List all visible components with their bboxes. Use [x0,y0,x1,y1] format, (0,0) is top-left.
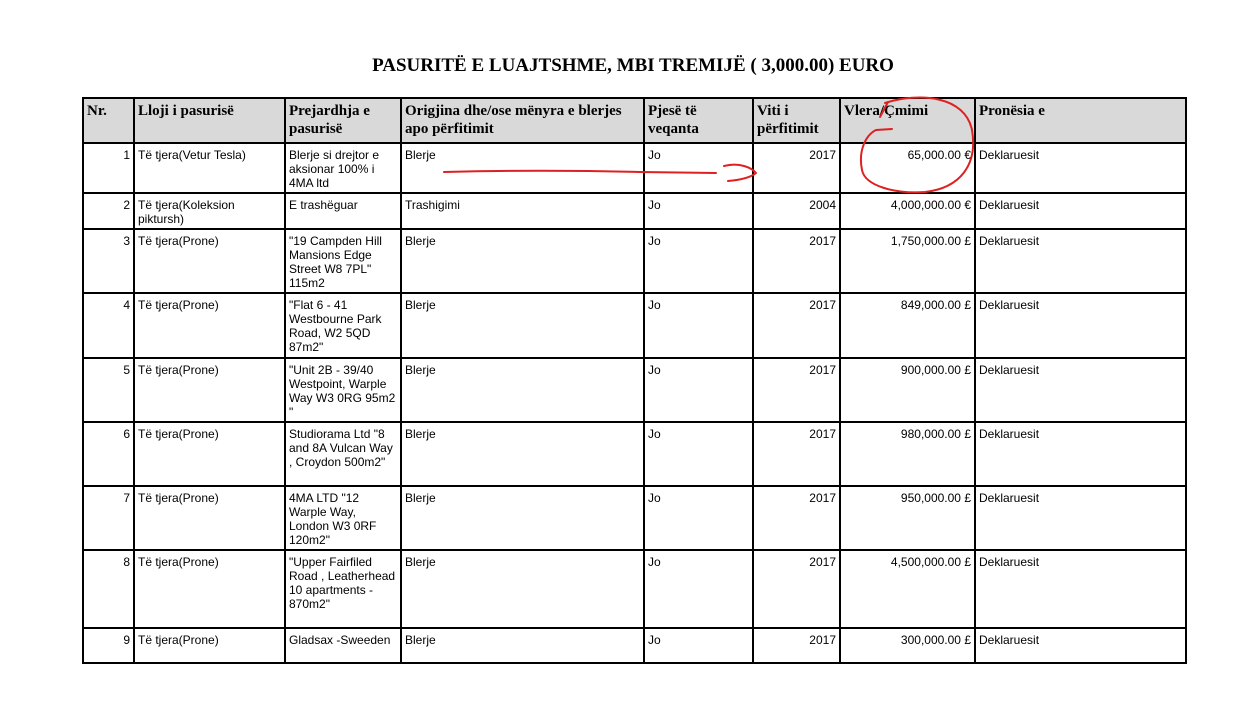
cell-prejardhja: "19 Campden Hill Mansions Edge Street W8 7PL" 115m2 [285,229,401,293]
cell-vlera: 950,000.00 £ [840,486,975,550]
table-row [83,193,1186,229]
cell-pronesia: Deklaruesit [975,293,1186,358]
table-row [83,143,1186,193]
cell-lloji: Të tjera(Prone) [134,229,285,293]
cell-viti: 2017 [753,628,840,663]
cell-lloji: Të tjera(Prone) [134,293,285,358]
cell-origjina: Blerje [401,550,644,628]
cell-pjese: Jo [644,193,753,229]
header-origjina: Origjina dhe/ose mënyra e blerjes apo përfitimit [401,98,644,143]
cell-pjese: Jo [644,422,753,486]
cell-nr: 1 [83,143,134,193]
cell-pronesia: Deklaruesit [975,628,1186,663]
cell-prejardhja: Gladsax -Sweeden [285,628,401,663]
cell-vlera: 4,500,000.00 £ [840,550,975,628]
cell-prejardhja: "Flat 6 - 41 Westbourne Park Road, W2 5QD 87m2" [285,293,401,358]
cell-origjina: Blerje [401,293,644,358]
cell-pjese: Jo [644,229,753,293]
table-row [83,229,1186,293]
cell-nr: 6 [83,422,134,486]
header-pronesia: Pronësia e [975,98,1186,143]
cell-vlera: 900,000.00 £ [840,358,975,422]
cell-viti: 2017 [753,229,840,293]
cell-nr: 5 [83,358,134,422]
header-nr: Nr. [83,98,134,143]
header-viti: Viti i përfitimit [753,98,840,143]
cell-pronesia: Deklaruesit [975,422,1186,486]
page-title: PASURITË E LUAJTSHME, MBI TREMIJË ( 3,000.00) EURO [372,55,894,76]
cell-viti: 2017 [753,486,840,550]
cell-origjina: Blerje [401,486,644,550]
cell-vlera: 4,000,000.00 € [840,193,975,229]
cell-viti: 2017 [753,550,840,628]
header-lloji: Lloji i pasurisë [134,98,285,143]
cell-vlera: 980,000.00 £ [840,422,975,486]
table-row [83,628,1186,663]
table-header-row [83,98,1186,143]
cell-lloji: Të tjera(Vetur Tesla) [134,143,285,193]
cell-prejardhja: "Upper Fairfiled Road , Leatherhead 10 apartments - 870m2" [285,550,401,628]
table-row [83,486,1186,550]
header-prejardhja: Prejardhja e pasurisë [285,98,401,143]
cell-pronesia: Deklaruesit [975,229,1186,293]
cell-nr: 3 [83,229,134,293]
cell-origjina: Blerje [401,143,644,193]
cell-nr: 4 [83,293,134,358]
cell-origjina: Blerje [401,628,644,663]
table-row [83,293,1186,358]
assets-table [82,97,1187,664]
cell-viti: 2004 [753,193,840,229]
cell-pjese: Jo [644,550,753,628]
cell-prejardhja: 4MA LTD "12 Warple Way, London W3 0RF 120m2" [285,486,401,550]
header-vlera: Vlera/Çmimi [840,98,975,143]
cell-pronesia: Deklaruesit [975,486,1186,550]
table-row [83,550,1186,628]
header-pjese: Pjesë të veqanta [644,98,753,143]
cell-lloji: Të tjera(Prone) [134,550,285,628]
cell-pronesia: Deklaruesit [975,550,1186,628]
cell-prejardhja: Studiorama Ltd "8 and 8A Vulcan Way , Croydon 500m2" [285,422,401,486]
cell-lloji: Të tjera(Prone) [134,628,285,663]
table-row [83,358,1186,422]
cell-nr: 8 [83,550,134,628]
cell-vlera: 1,750,000.00 £ [840,229,975,293]
cell-pronesia: Deklaruesit [975,143,1186,193]
cell-pronesia: Deklaruesit [975,193,1186,229]
cell-origjina: Blerje [401,358,644,422]
cell-viti: 2017 [753,422,840,486]
cell-viti: 2017 [753,293,840,358]
cell-nr: 2 [83,193,134,229]
cell-pjese: Jo [644,628,753,663]
cell-pjese: Jo [644,358,753,422]
cell-lloji: Të tjera(Prone) [134,358,285,422]
cell-lloji: Të tjera(Prone) [134,486,285,550]
cell-origjina: Trashigimi [401,193,644,229]
cell-nr: 9 [83,628,134,663]
cell-prejardhja: Blerje si drejtor e aksionar 100% i 4MA ltd [285,143,401,193]
cell-pjese: Jo [644,293,753,358]
cell-viti: 2017 [753,143,840,193]
cell-viti: 2017 [753,358,840,422]
cell-prejardhja: "Unit 2B - 39/40 Westpoint, Warple Way W3 0RG 95m2 " [285,358,401,422]
cell-vlera: 65,000.00 € [840,143,975,193]
cell-nr: 7 [83,486,134,550]
table-row [83,422,1186,486]
cell-pjese: Jo [644,486,753,550]
cell-origjina: Blerje [401,422,644,486]
cell-vlera: 849,000.00 £ [840,293,975,358]
cell-lloji: Të tjera(Prone) [134,422,285,486]
cell-lloji: Të tjera(Koleksion piktursh) [134,193,285,229]
cell-vlera: 300,000.00 £ [840,628,975,663]
cell-pronesia: Deklaruesit [975,358,1186,422]
cell-origjina: Blerje [401,229,644,293]
cell-prejardhja: E trashëguar [285,193,401,229]
cell-pjese: Jo [644,143,753,193]
